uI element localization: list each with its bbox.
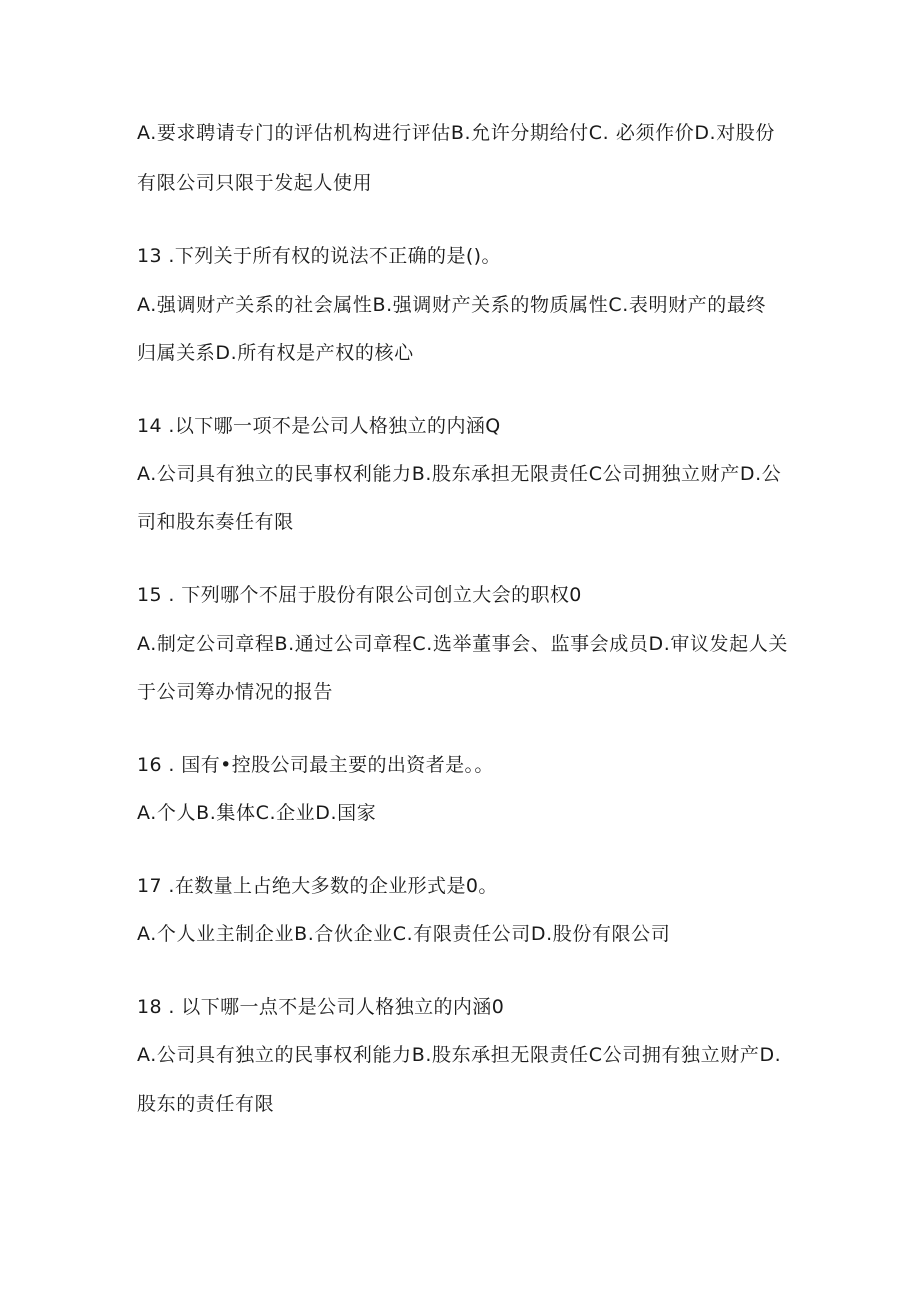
q17-options: A.个人业主制企业B.合伙企业C.有限责任公司D.股份有限公司 (137, 923, 671, 945)
q18-question: 18 . 以下哪一点不是公司人格独立的内涵0 (137, 996, 505, 1018)
q14-options-line-2: 司和股东奏任有限 (137, 511, 294, 533)
q13-options-line-2: 归属关系D.所有权是产权的核心 (137, 342, 414, 364)
q12-options-line-2: 有限公司只限于发起人使用 (137, 172, 373, 194)
q13-options-line-1: A.强调财产关系的社会属性B.强调财产关系的物质属性C.表明财产的最终 (137, 294, 767, 316)
q15-options-line-1: A.制定公司章程B.通过公司章程C.选举董事会、监事会成员D.审议发起人关 (137, 633, 788, 655)
q18-options-line-2: 股东的责任有限 (137, 1093, 275, 1115)
q14-options-line-1: A.公司具有独立的民事权利能力B.股东承担无限责任C公司拥独立财产D.公 (137, 463, 782, 485)
q16-question: 16 . 国有•控股公司最主要的出资者是。。 (137, 754, 494, 776)
q14-question: 14 .以下哪一项不是公司人格独立的内涵Q (137, 415, 501, 437)
q17-question: 17 .在数量上占绝大多数的企业形式是0。 (137, 875, 498, 897)
q16-options: A.个人B.集体C.企业D.国家 (137, 802, 377, 824)
q12-options-line-1: A.要求聘请专门的评估机构进行评估B.允许分期给付C. 必须作价D.对股份 (137, 122, 775, 144)
q18-options-line-1: A.公司具有独立的民事权利能力B.股东承担无限责任C公司拥有独立财产D. (137, 1044, 782, 1066)
q15-options-line-2: 于公司筹办情况的报告 (137, 681, 334, 703)
q15-question: 15 . 下列哪个不屈于股份有限公司创立大会的职权0 (137, 584, 582, 606)
q13-question: 13 .下列关于所有权的说法不正确的是()。 (137, 245, 501, 267)
